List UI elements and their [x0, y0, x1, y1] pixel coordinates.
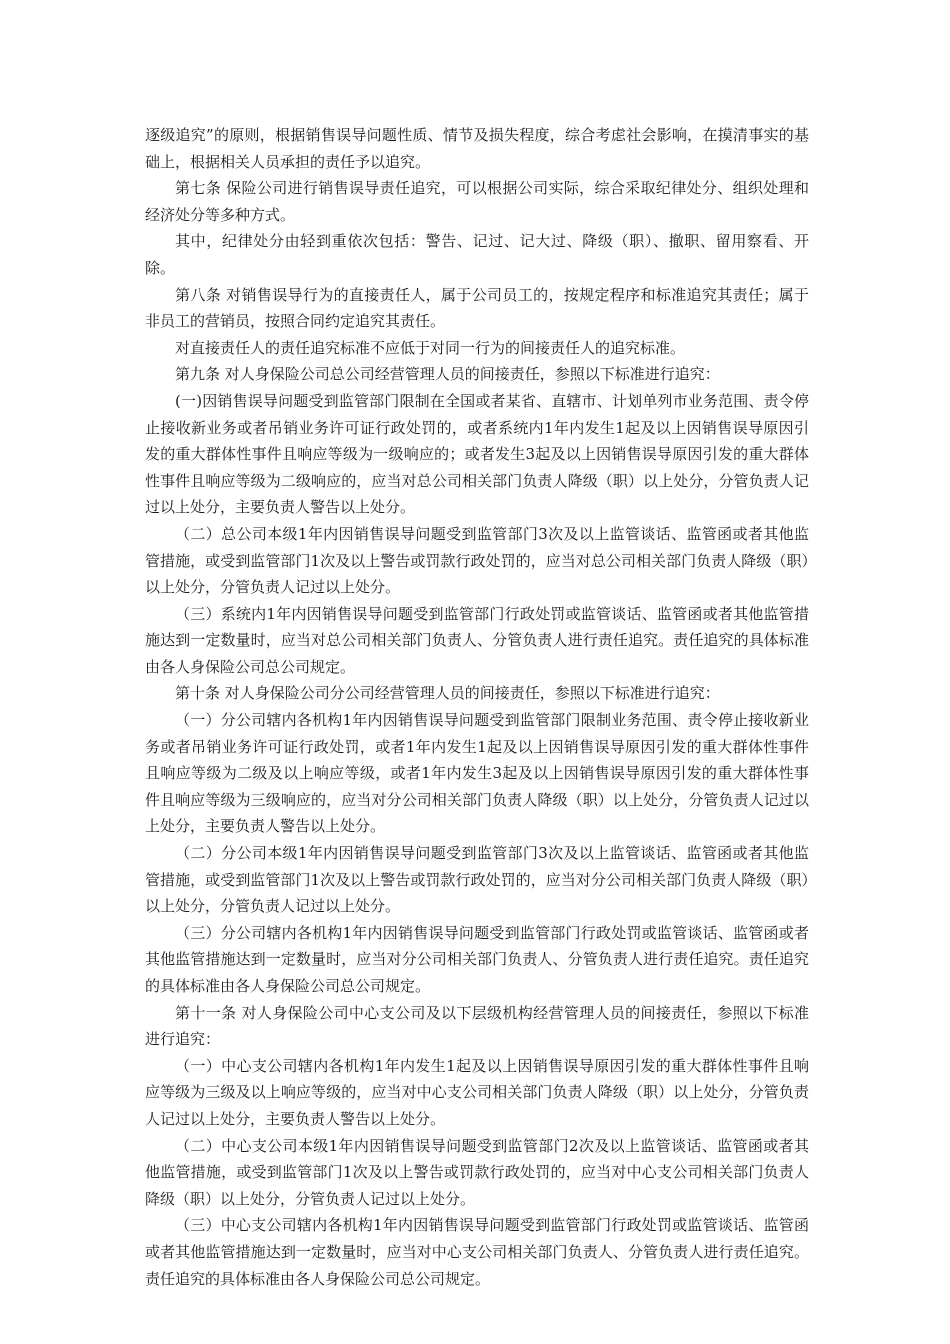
article-10: 第十条 对人身保险公司分公司经营管理人员的间接责任，参照以下标准进行追究：	[175, 684, 720, 703]
article-10-item-3: （三）分公司辖内各机构1年内因销售误导问题受到监管部门行政处罚或监管谈话、监管函或者其他监管措施达到一定数量时，应当对分公司相关部门负责人、分管负责人进行责任追究。责任追究的具体标准由各人身保险公司总公司规定。	[145, 923, 809, 995]
article-11-item-2: （二）中心支公司本级1年内因销售误导问题受到监管部门2次及以上监管谈话、监管函或者其他监管措施，或受到监管部门1次及以上警告或罚款行政处罚的，应当对中心支公司相关部门负责人降级（职）以上处分，分管负责人记过以上处分。	[145, 1136, 809, 1208]
article-9-item-3: （三）系统内1年内因销售误导问题受到监管部门行政处罚或监管谈话、监管函或者其他监管措施达到一定数量时，应当对总公司相关部门负责人、分管负责人进行责任追究。责任追究的具体标准由各人身保险公司总公司规定。	[145, 604, 809, 676]
article-9: 第九条 对人身保险公司总公司经营管理人员的间接责任，参照以下标准进行追究：	[175, 365, 720, 384]
article-7-discipline: 其中，纪律处分由轻到重依次包括：警告、记过、记大过、降级（职）、撤职、留用察看、开除。	[145, 232, 809, 277]
article-9-item-2: （二）总公司本级1年内因销售误导问题受到监管部门3次及以上监管谈话、监管函或者其他监管措施，或受到监管部门1次及以上警告或罚款行政处罚的，应当对总公司相关部门负责人降级（职）以上处分，分管负责人记过以上处分。	[145, 524, 809, 597]
paragraph-continuation: 逐级追究”的原则，根据销售误导问题性质、情节及损失程度，综合考虑社会影响，在摸清事实的基础上，根据相关人员承担的责任予以追究。	[145, 126, 809, 171]
article-9-item-1: (一)因销售误导问题受到监管部门限制在全国或者某省、直辖市、计划单列市业务范围、责令停止接收新业务或者吊销业务许可证行政处罚的，或者系统内1年内发生1起及以上因销售误导原因引发的重大群体性事件且响应等级为一级响应的；或者发生3起及以上因销售误导原因引发的重大群体性事件且响应等级为二级响应的，应当对总公司相关部门负责人降级（职）以上处分，分管负责人记过以上处分，主要负责人警告以上处分。	[145, 391, 809, 517]
article-10-item-2: （二）分公司本级1年内因销售误导问题受到监管部门3次及以上监管谈话、监管函或者其他监管措施，或受到监管部门1次及以上警告或罚款行政处罚的，应当对分公司相关部门负责人降级（职）以上处分，分管负责人记过以上处分。	[145, 844, 809, 916]
article-10-item-1: （一）分公司辖内各机构1年内因销售误导问题受到监管部门限制业务范围、责令停止接收新业务或者吊销业务许可证行政处罚，或者1年内发生1起及以上因销售误导原因引发的重大群体性事件且响应等级为二级及以上响应等级，或者1年内发生3起及以上因销售误导原因引发的重大群体性事件且响应等级为三级响应的，应当对分公司相关部门负责人降级（职）以上处分，分管负责人记过以上处分，主要负责人警告以上处分。	[145, 711, 809, 836]
article-8-standard: 对直接责任人的责任追究标准不应低于对同一行为的间接责任人的追究标准。	[175, 338, 686, 357]
article-7: 第七条 保险公司进行销售误导责任追究，可以根据公司实际，综合采取纪律处分、组织处理和经济处分等多种方式。	[145, 179, 809, 224]
document-page	[145, 122, 809, 1292]
article-11: 第十一条 对人身保险公司中心支公司及以下层级机构经营管理人员的间接责任，参照以下标准进行追究：	[145, 1003, 809, 1049]
article-8: 第八条 对销售误导行为的直接责任人，属于公司员工的，按规定程序和标准追究其责任；属于非员工的营销员，按照合同约定追究其责任。	[145, 285, 809, 331]
article-11-item-1: （一）中心支公司辖内各机构1年内发生1起及以上因销售误导原因引发的重大群体性事件且响应等级为三级及以上响应等级的，应当对中心支公司相关部门负责人降级（职）以上处分，分管负责人记过以上处分，主要负责人警告以上处分。	[145, 1056, 809, 1128]
article-11-item-3: （三）中心支公司辖内各机构1年内因销售误导问题受到监管部门行政处罚或监管谈话、监管函或者其他监管措施达到一定数量时，应当对中心支公司相关部门负责人、分管负责人进行责任追究。责任追究的具体标准由各人身保险公司总公司规定。	[145, 1216, 809, 1288]
